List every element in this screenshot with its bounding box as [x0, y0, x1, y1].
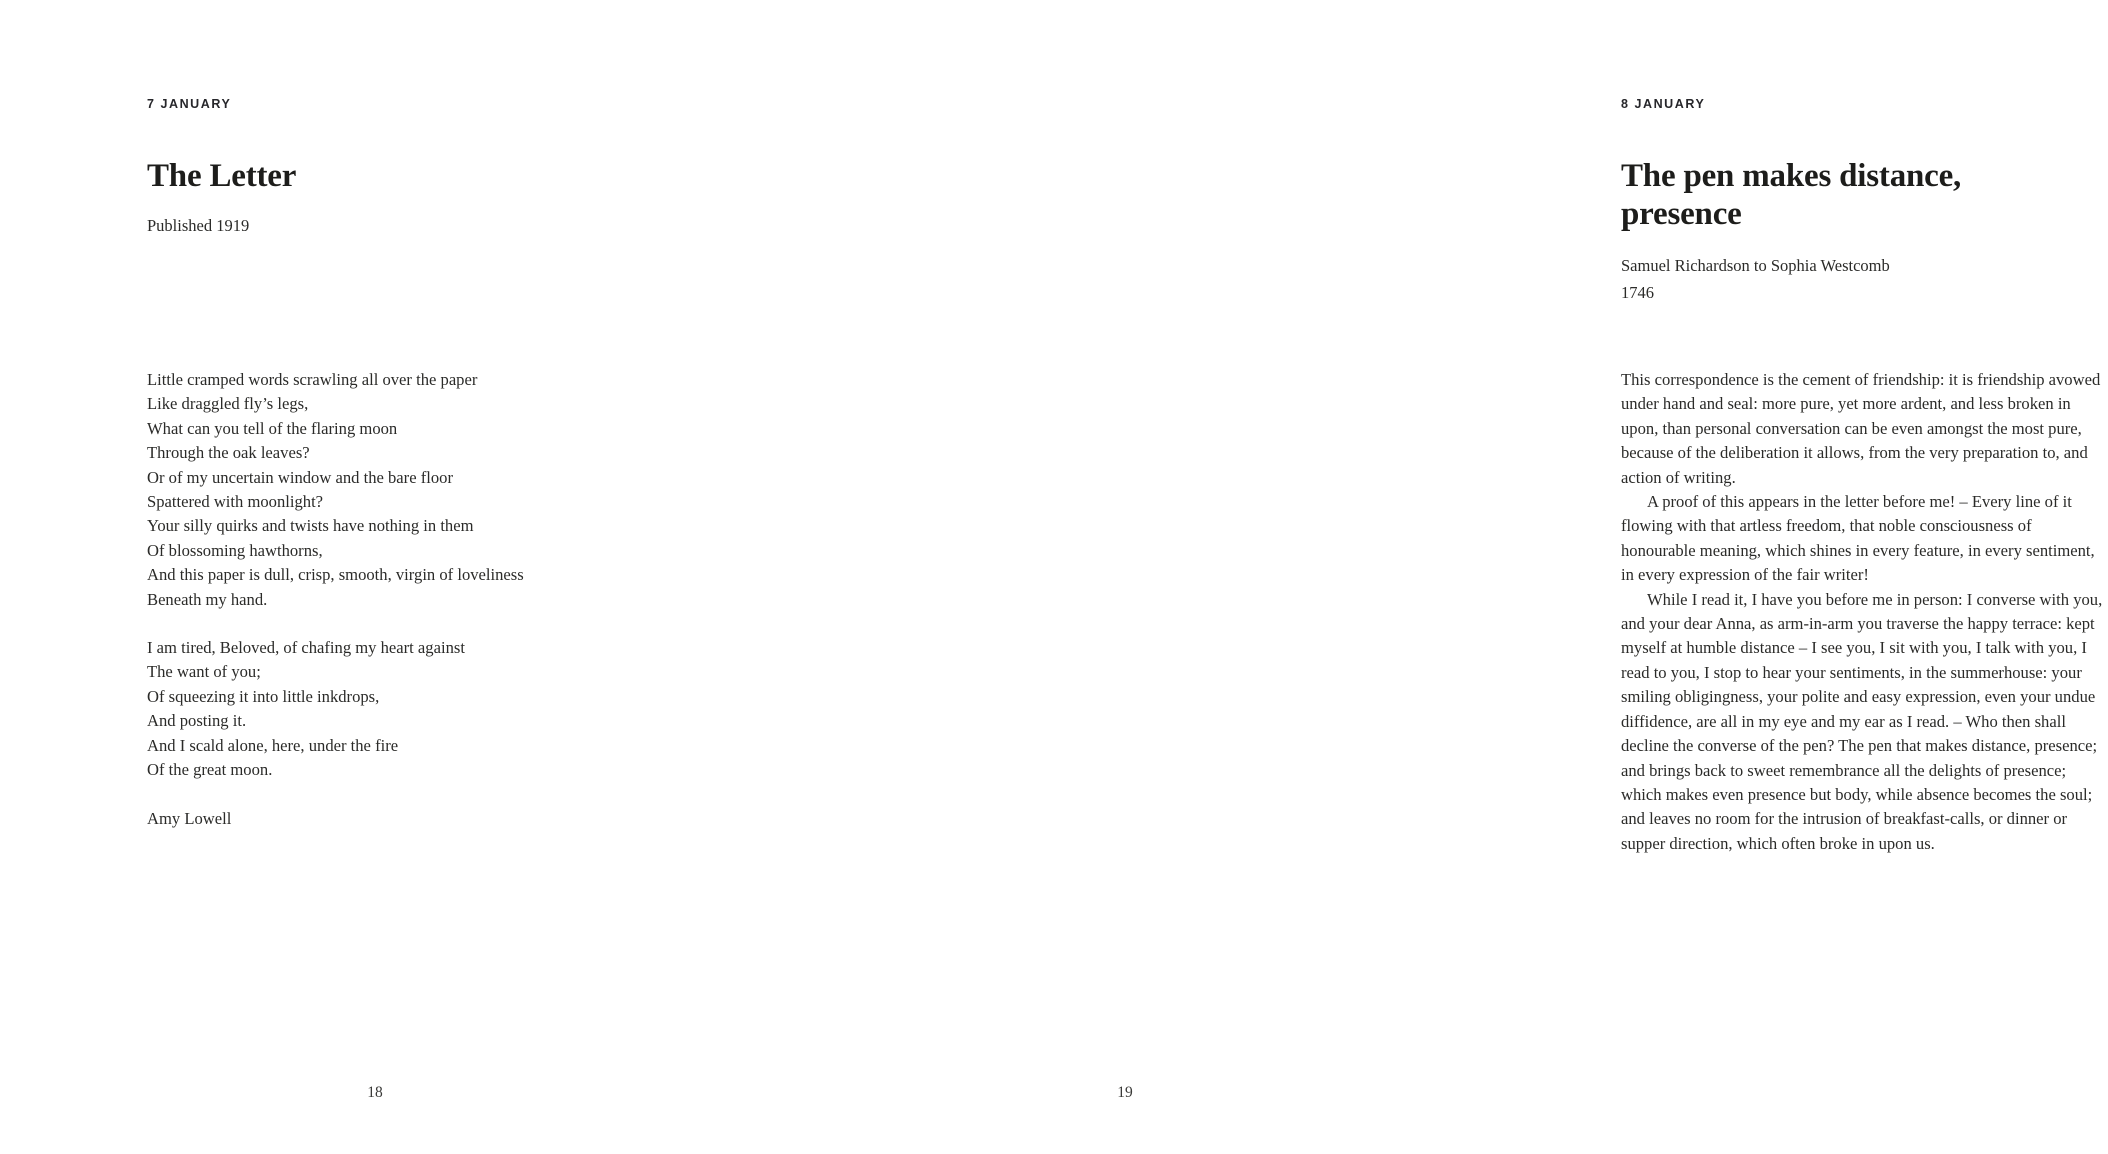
right-page [750, 0, 2103, 1154]
prose-body [1621, 368, 2108, 856]
page-number-left: 18 [367, 1083, 383, 1101]
prose-paragraph: A proof of this appears in the letter before me! – Every line of it flowing with that artless freedom, that noble consciousness of honourable meaning, which shines in every feature, in every sentiment, in every expression of the fair writer! [1621, 492, 2095, 585]
verse-line: What can you tell of the flaring moon [147, 418, 398, 438]
byline-block-left [147, 213, 637, 240]
running-head-date-left: 7 JANUARY [147, 97, 232, 111]
verse-line: Little cramped words scrawling all over the paper [147, 370, 478, 389]
page-number-right: 19 [1117, 1083, 1133, 1101]
verse-line: Of blossoming hawthorns, [147, 540, 323, 560]
poem-stanza [147, 368, 637, 612]
verse-line: I am tired, Beloved, of chafing my heart against [147, 638, 465, 658]
running-head-date-right: 8 JANUARY [1621, 97, 1706, 111]
verse-line: Of squeezing it into little inkdrops, [147, 686, 380, 706]
byline-line: Samuel Richardson to Sophia Westcomb [1621, 256, 1890, 276]
right-page-content [1621, 97, 2108, 853]
entry-title-right: The pen makes distance, presence [1621, 157, 1962, 232]
poem-stanza [147, 636, 637, 782]
prose-paragraph: This correspondence is the cement of friendship: it is friendship avowed under hand and seal: more pure, yet more ardent, and less broken in upon, than personal conversation can be even amongst the most pure, because of the deliberation it allows, from the very preparation to, and action of writing. [1621, 370, 2101, 487]
left-page [0, 0, 750, 1154]
verse-line: Beneath my hand. [147, 589, 268, 609]
verse-line: Spattered with moonlight? [147, 492, 324, 512]
verse-line: And this paper is dull, crisp, smooth, virgin of loveliness [147, 565, 524, 585]
verse-line: Or of my uncertain window and the bare floor [147, 467, 453, 487]
byline-block-right [1621, 253, 2108, 306]
prose-paragraph: While I read it, I have you before me in person: I converse with you, and your dear Anna, as arm-in-arm you traverse the happy terrace: kept myself at humble distance – I see you, I sit with you, I talk with you, I read to you, I stop to hear your sentiments, in the summerhouse: your smiling obligingness, your polite and easy expression, even your undue diffidence, are all in my eye and my ear as I read. – Who then shall decline the converse of the pen? The pen that makes distance, presence; and brings back to sweet remembrance all the delights of presence; which makes even presence but body, while absence becomes the soul; and leaves no room for the intrusion of breakfast-calls, or dinner or supper direction, which often broke in upon us. [1621, 589, 2103, 853]
poem-body [147, 368, 637, 831]
verse-line: And I scald alone, here, under the fire [147, 735, 399, 755]
entry-title-left: The Letter [147, 157, 297, 194]
verse-line: Your silly quirks and twists have nothing in them [147, 516, 474, 536]
byline-year: 1746 [1621, 282, 1654, 302]
byline-line: Published 1919 [147, 215, 250, 235]
verse-line: Like draggled fly’s legs, [147, 394, 309, 414]
verse-line: Of the great moon. [147, 760, 273, 780]
left-page-content [147, 97, 637, 828]
verse-line: The want of you; [147, 662, 261, 682]
poem-author-credit: Amy Lowell [147, 808, 232, 828]
verse-line: And posting it. [147, 711, 247, 731]
verse-line: Through the oak leaves? [147, 443, 310, 463]
